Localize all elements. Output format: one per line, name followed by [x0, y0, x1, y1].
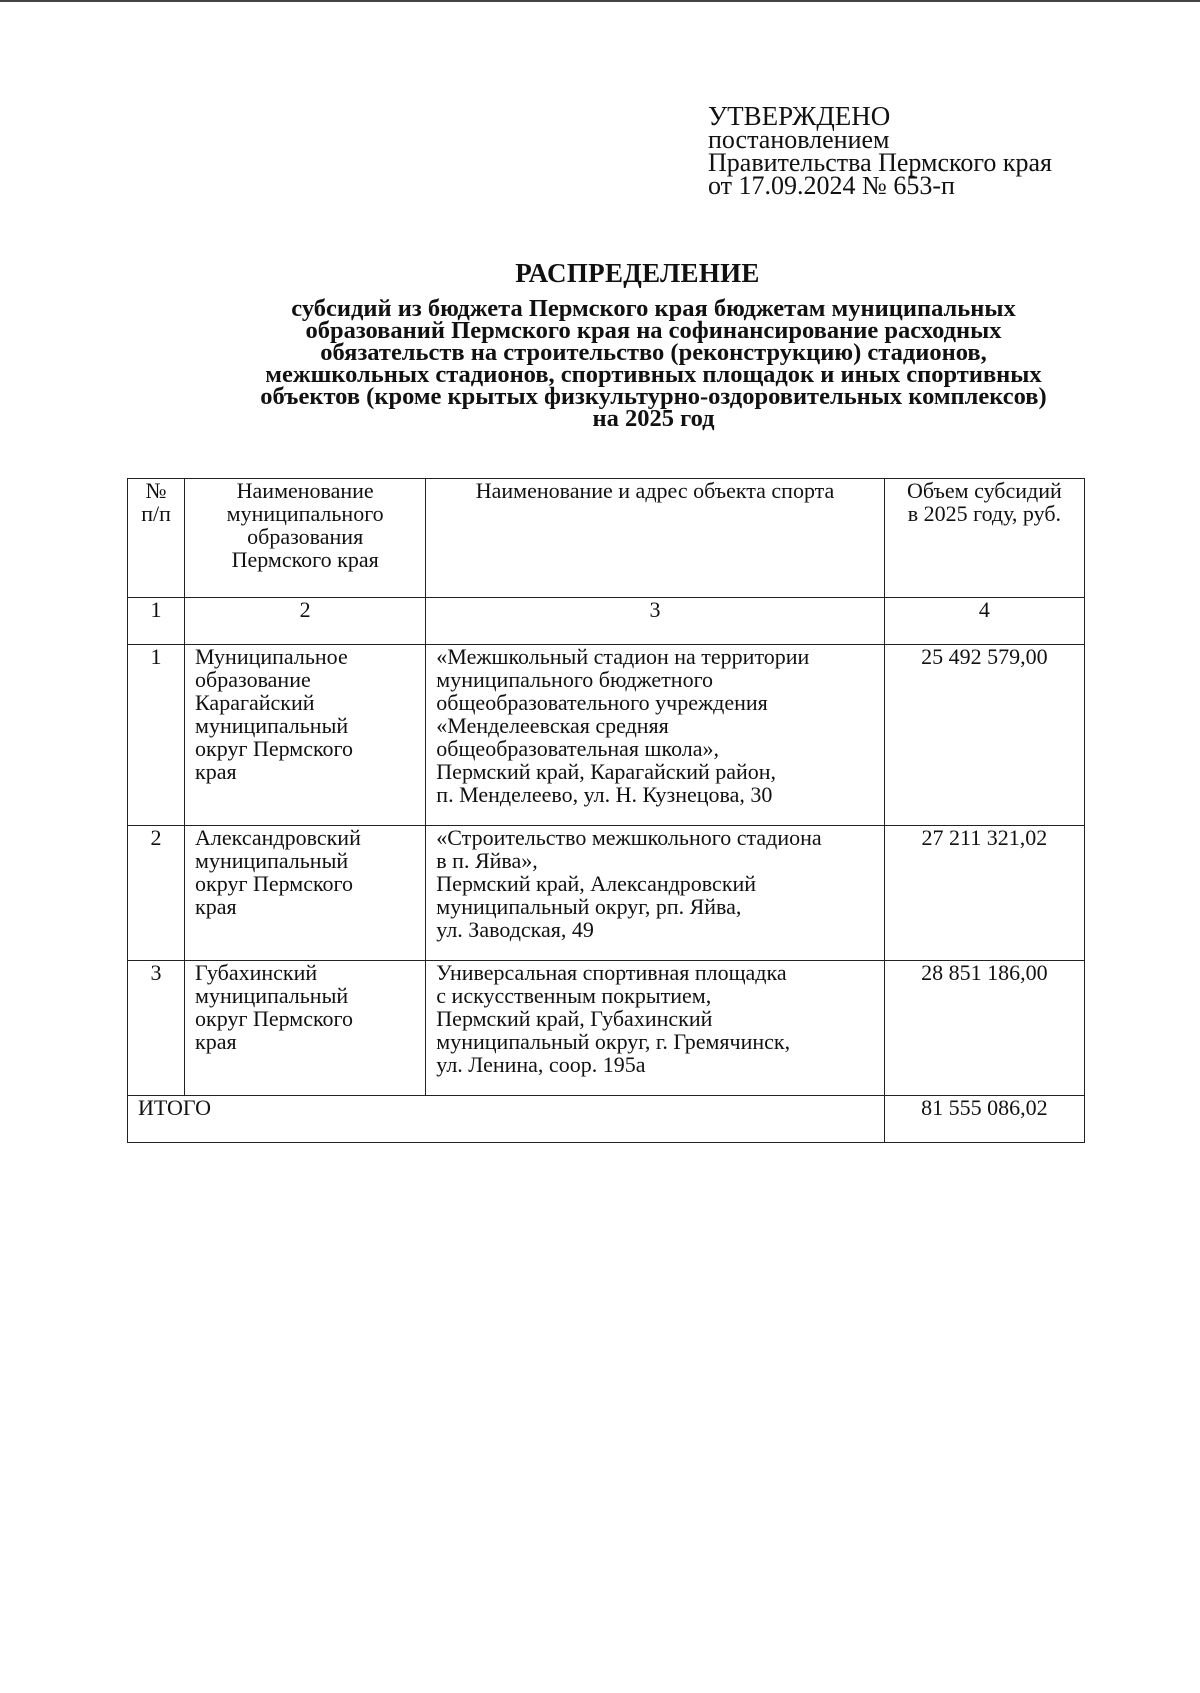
- row-number: 3: [128, 961, 185, 1096]
- row-amount: 28 851 186,00: [884, 961, 1084, 1096]
- column-index: 3: [426, 598, 884, 645]
- header-line: образования: [247, 524, 364, 549]
- subtitle-line: на 2025 год: [592, 405, 715, 432]
- header-num: [128, 479, 185, 598]
- cell-line: Пермский край, Карагайский район,: [436, 759, 777, 784]
- row-object: [426, 961, 884, 1096]
- cell-line: «Менделеевская средняя: [436, 713, 669, 738]
- row-municipality: [185, 826, 426, 961]
- cell-line: Карагайский: [195, 690, 315, 715]
- document-title: РАСПРЕДЕЛЕНИЕ: [515, 258, 760, 288]
- header-municipality: [185, 479, 426, 598]
- cell-line: «Межшкольный стадион на территории: [436, 644, 810, 669]
- cell-line: Муниципальное: [195, 644, 348, 669]
- header-line: муниципального: [226, 501, 384, 526]
- table-header-row: [128, 479, 1085, 598]
- cell-line: с искусственным покрытием,: [436, 983, 712, 1008]
- subsidy-distribution-table: [127, 478, 1085, 1143]
- document-heading: [0, 258, 1200, 430]
- cell-line: «Строительство межшкольного стадиона: [436, 825, 822, 850]
- cell-line: муниципального бюджетного: [436, 667, 714, 692]
- cell-line: ул. Ленина, соор. 195а: [436, 1052, 646, 1077]
- header-object: [426, 479, 884, 598]
- cell-line: ул. Заводская, 49: [436, 917, 594, 942]
- cell-line: образование: [195, 667, 311, 692]
- row-number: 2: [128, 826, 185, 961]
- row-amount: 27 211 321,02: [884, 826, 1084, 961]
- subtitle-line: межшкольных стадионов, спортивных площадок и иных спортивных: [265, 361, 1042, 388]
- cell-line: муниципальный округ, г. Гремячинск,: [436, 1029, 791, 1054]
- cell-line: округ Пермского: [195, 1006, 354, 1031]
- cell-line: п. Менделеево, ул. Н. Кузнецова, 30: [436, 782, 773, 807]
- row-municipality: [185, 961, 426, 1096]
- approval-line: Правительства Пермского края: [708, 148, 1052, 177]
- cell-line: округ Пермского: [195, 871, 354, 896]
- row-number: 1: [128, 645, 185, 826]
- approval-title: УТВЕРЖДЕНО: [708, 101, 891, 131]
- header-line: п/п: [141, 501, 171, 526]
- cell-line: Александровский: [195, 825, 361, 850]
- cell-line: в п. Яйва»,: [436, 848, 538, 873]
- subtitle-line: образований Пермского края на софинансирование расходных: [305, 317, 1002, 344]
- column-index: 4: [884, 598, 1084, 645]
- header-line: Пермского края: [231, 547, 379, 572]
- header-line: в 2025 году, руб.: [907, 501, 1062, 526]
- header-line: Наименование и адрес объекта спорта: [475, 478, 835, 503]
- cell-line: края: [195, 1029, 237, 1054]
- subtitle-line: субсидий из бюджета Пермского края бюджетам муниципальных: [291, 295, 1016, 322]
- approval-stamp: [708, 101, 1052, 200]
- column-index: 2: [185, 598, 426, 645]
- header-line: Наименование: [236, 478, 374, 503]
- row-municipality: [185, 645, 426, 826]
- cell-line: Губахинский: [195, 960, 318, 985]
- cell-line: общеобразовательного учреждения: [436, 690, 768, 715]
- row-object: [426, 826, 884, 961]
- header-amount: [884, 479, 1084, 598]
- total-label: ИТОГО: [128, 1096, 885, 1143]
- row-object: [426, 645, 884, 826]
- cell-line: края: [195, 759, 237, 784]
- cell-line: муниципальный: [195, 848, 349, 873]
- cell-line: муниципальный: [195, 983, 349, 1008]
- approval-line: постановлением: [708, 125, 890, 154]
- subtitle-line: обязательств на строительство (реконструкцию) стадионов,: [320, 339, 987, 366]
- cell-line: Универсальная спортивная площадка: [436, 960, 787, 985]
- cell-line: Пермский край, Губахинский: [436, 1006, 713, 1031]
- document-subtitle: [166, 295, 1141, 432]
- total-amount: 81 555 086,02: [884, 1096, 1084, 1143]
- total-row: [128, 1096, 1085, 1143]
- cell-line: муниципальный: [195, 713, 349, 738]
- header-line: №: [145, 478, 167, 503]
- column-index-row: [128, 598, 1085, 645]
- row-amount: 25 492 579,00: [884, 645, 1084, 826]
- cell-line: округ Пермского: [195, 736, 354, 761]
- table-row: [128, 826, 1085, 961]
- cell-line: общеобразовательная школа»,: [436, 736, 720, 761]
- cell-line: края: [195, 894, 237, 919]
- table-row: [128, 645, 1085, 826]
- cell-line: муниципальный округ, рп. Яйва,: [436, 894, 742, 919]
- subtitle-line: объектов (кроме крытых физкультурно-оздоровительных комплексов): [260, 383, 1047, 410]
- cell-line: Пермский край, Александровский: [436, 871, 757, 896]
- approval-line: от 17.09.2024 № 653-п: [708, 171, 955, 200]
- column-index: 1: [128, 598, 185, 645]
- page-top-border: [0, 0, 1200, 2]
- header-line: Объем субсидий: [907, 478, 1062, 503]
- table-row: [128, 961, 1085, 1096]
